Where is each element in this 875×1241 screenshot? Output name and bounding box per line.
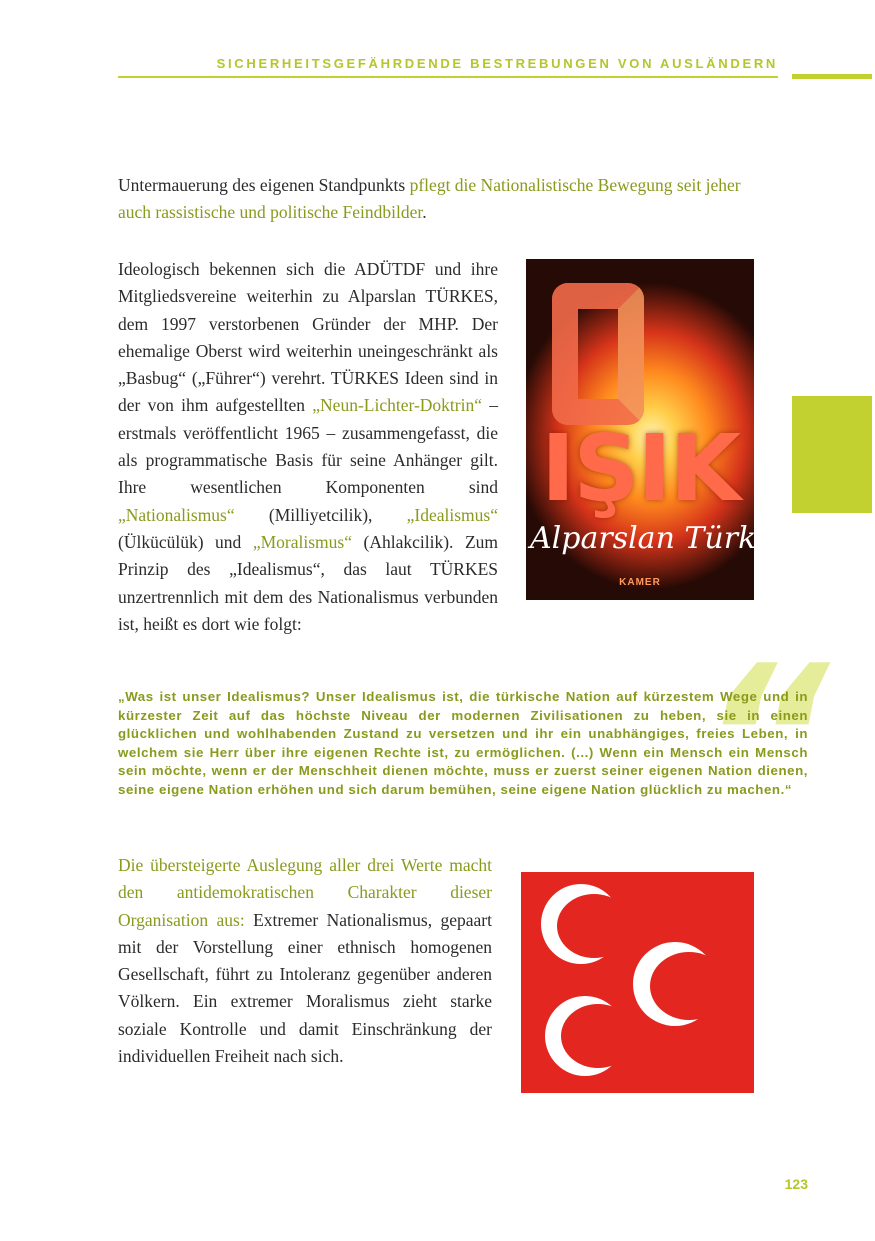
highlight-doctrine: „Neun-Lichter-Doktrin“ xyxy=(312,395,482,416)
cover-glyph xyxy=(552,283,644,425)
page-number: 123 xyxy=(784,1176,808,1192)
quote-block: „Was ist unser Idealismus? Unser Idealismus ist, die türkische Nation auf kürzestem Wege und in kürzester Zeit auf das höchste Niveau der modernen Zivilisationen zu heben, sie in einen glücklichen und wohlhabenden Zustand zu versetzen und ihr ein unabhängiges, freies Leben, in welchem sie Herr über ihre eigenen Rechte ist, zu ermöglichen. (...) Wenn ein Mensch ein Mensch sein möchte, wenn er der Menschheit dienen möchte, muss er zuerst seiner eigenen Nation dienen, seine eigene Nation erhöhen und sich darum bemühen, seine eigene Nation glücklich zu machen.“ xyxy=(118,689,808,797)
book-cover-image xyxy=(526,259,790,600)
paragraph-ideology: Ideologisch bekennen sich die ADÜTDF und ihre Mitgliedsvereine weiterhin zu Alparslan TÜRKES, dem 1997 verstorbenen Gründer der MHP. Der ehemalige Oberst wird weiterhin uneingeschränkt als „Basbug“ („Führer“) verehrt. TÜRKES Ideen sind in der von ihm aufgestellten „Neun-Lichter-Doktrin“ – erstmals veröffentlicht 1965 – zusammengefasst, die als programmatische Basis für seine Anhänger gilt. Ihre wesentlichen Komponenten sind „Nationalismus“ (Milliyetcilik), „Idealismus“ (Ülkücülük) und „Moralismus“ (Ahlakcilik). Zum Prinzip des „Idealismus“, das laut TÜRKES unzertrennlich mit dem des Nationalismus verbunden ist, heißt es dort wie folgt: xyxy=(118,259,498,634)
highlight-idealism: „Idealismus“ xyxy=(406,504,498,525)
cover-publisher: KAMER xyxy=(619,577,661,588)
crescent-icon xyxy=(541,884,621,964)
crescent-icon xyxy=(545,996,625,1076)
highlight-values: Die übersteigerte Auslegung aller drei Werte macht den antidemokratischen Charakter dieser Organisation aus: xyxy=(118,855,492,930)
crescent-icon xyxy=(633,942,717,1026)
header-rule-accent xyxy=(792,74,872,79)
highlight-text: pflegt die Nationalistische Bewegung seit jeher auch rassistische und politische Feindbilder xyxy=(118,175,741,223)
cover-title: IŞIK xyxy=(540,415,739,522)
header-rule xyxy=(118,76,778,78)
highlight-nationalism: „Nationalismus“ xyxy=(118,504,235,525)
three-crescents-flag-image xyxy=(521,872,754,1093)
paragraph-values: Die übersteigerte Auslegung aller drei Werte macht den antidemokratischen Charakter dieser Organisation aus: Extremer Nationalismus, gepaart mit der Vorstellung einer ethnisch homogenen Gesellschaft, führt zu Intoleranz gegenüber anderen Völkern. Ein extremer Moralismus zieht starke soziale Kontrolle und damit Einschränkung der individuellen Freiheit nach sich. xyxy=(118,855,492,1067)
cover-author: Alparslan Türkeş xyxy=(530,521,790,556)
running-header: SICHERHEITSGEFÄHRDENDE BESTREBUNGEN VON AUSLÄNDERN xyxy=(216,56,778,71)
highlight-moralism: „Moralismus“ xyxy=(252,531,352,552)
quote-mark-icon: “ xyxy=(700,623,829,856)
chapter-marker-block xyxy=(792,396,872,513)
paragraph-intro: Untermauerung des eigenen Standpunkts pflegt die Nationalistische Bewegung seit jeher auch rassistische und politische Feindbilder. xyxy=(118,175,741,223)
